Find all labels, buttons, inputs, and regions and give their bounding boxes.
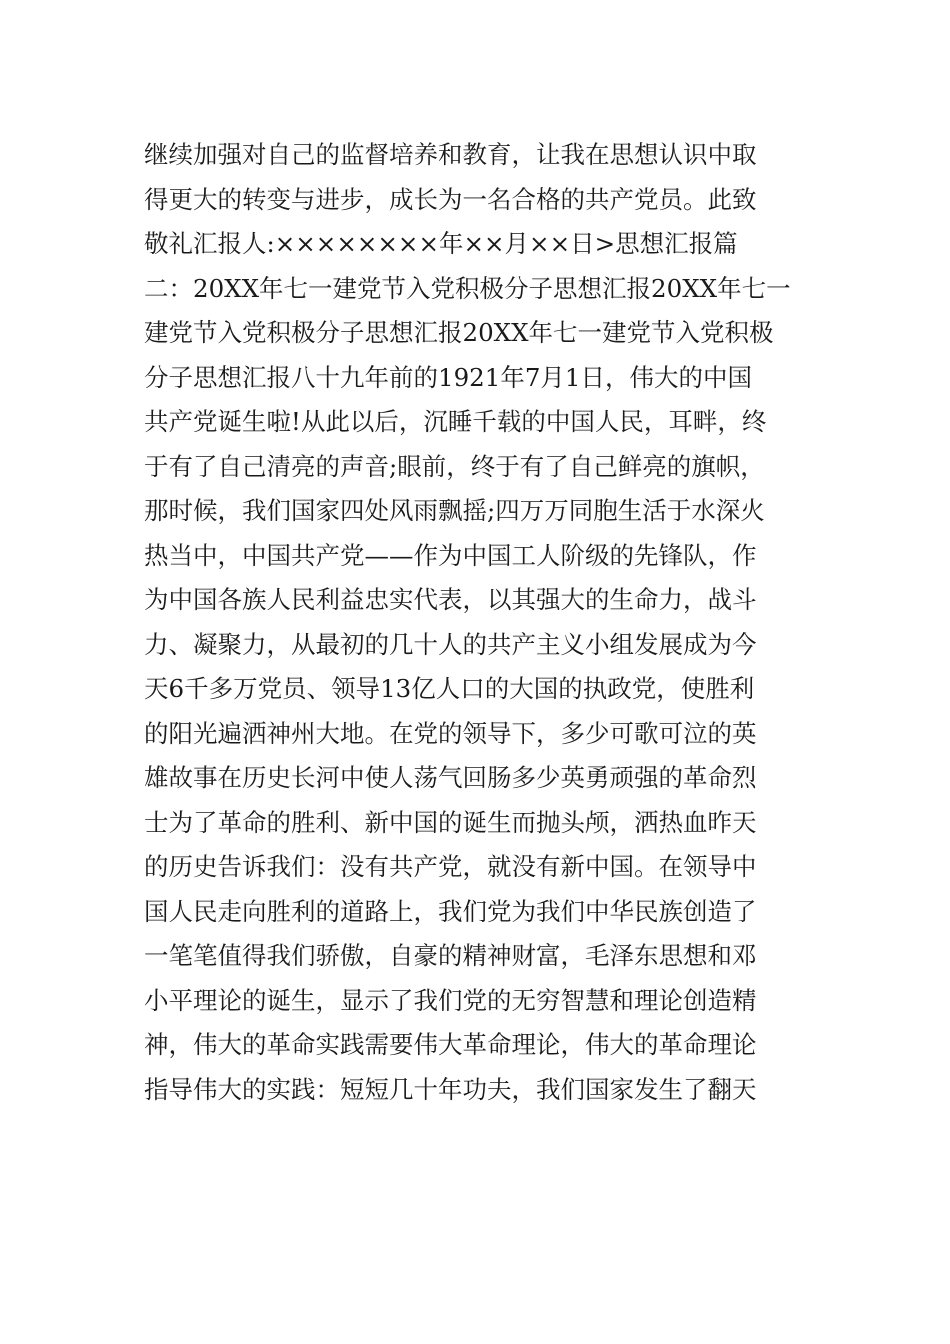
- text-line-7: 共产党诞生啦!从此以后，沉睡千载的中国人民，耳畔，终: [144, 407, 767, 436]
- text-line-10: 热当中，中国共产党——作为中国工人阶级的先锋队，作: [144, 540, 757, 570]
- text-line-6: 分子思想汇报八十九年前的1921年7月1日，伟大的中国: [144, 362, 753, 392]
- text-line-8: 于有了自己清亮的声音;眼前，终于有了自己鲜亮的旗帜，: [144, 451, 765, 481]
- text-line-12: 力、凝聚力，从最初的几十人的共产主义小组发展成为今: [144, 629, 757, 659]
- text-line-15: 雄故事在历史长河中使人荡气回肠多少英勇顽强的革命烈: [144, 763, 757, 792]
- text-line-20: 小平理论的诞生，显示了我们党的无穷智慧和理论创造精: [144, 985, 757, 1015]
- text-line-16: 士为了革命的胜利、新中国的诞生而抛头颅，洒热血昨天: [144, 807, 757, 837]
- text-line-2: 得更大的转变与进步，成长为一名合格的共产党员。此致: [144, 184, 757, 214]
- text-line-3: 敬礼汇报人:××××××××年××月××日>思想汇报篇: [144, 229, 738, 258]
- text-line-18: 国人民走向胜利的道路上，我们党为我们中华民族创造了: [144, 896, 757, 926]
- text-line-4: 二：20XX年七一建党节入党积极分子思想汇报20XX年七一: [144, 273, 791, 303]
- text-line-22: 指导伟大的实践：短短几十年功夫，我们国家发生了翻天: [144, 1074, 757, 1104]
- text-line-13: 天6千多万党员、领导13亿人口的大国的执政党，使胜利: [144, 674, 755, 703]
- text-line-21: 神，伟大的革命实践需要伟大革命理论，伟大的革命理论: [144, 1030, 757, 1059]
- text-line-9: 那时候，我们国家四处风雨飘摇;四万万同胞生活于水深火: [144, 496, 765, 525]
- text-line-1: 继续加强对自己的监督培养和教育，让我在思想认识中取: [144, 140, 757, 169]
- text-line-11: 为中国各族人民利益忠实代表，以其强大的生命力，战斗: [144, 585, 757, 614]
- text-line-14: 的阳光遍洒神州大地。在党的领导下，多少可歌可泣的英: [144, 718, 757, 748]
- text-line-19: 一笔笔值得我们骄傲，自豪的精神财富，毛泽东思想和邓: [144, 941, 757, 970]
- text-line-5: 建党节入党积极分子思想汇报20XX年七一建党节入党积极: [144, 318, 774, 347]
- text-line-17: 的历史告诉我们：没有共产党，就没有新中国。在领导中: [144, 852, 757, 881]
- body-text: [144, 133, 814, 1112]
